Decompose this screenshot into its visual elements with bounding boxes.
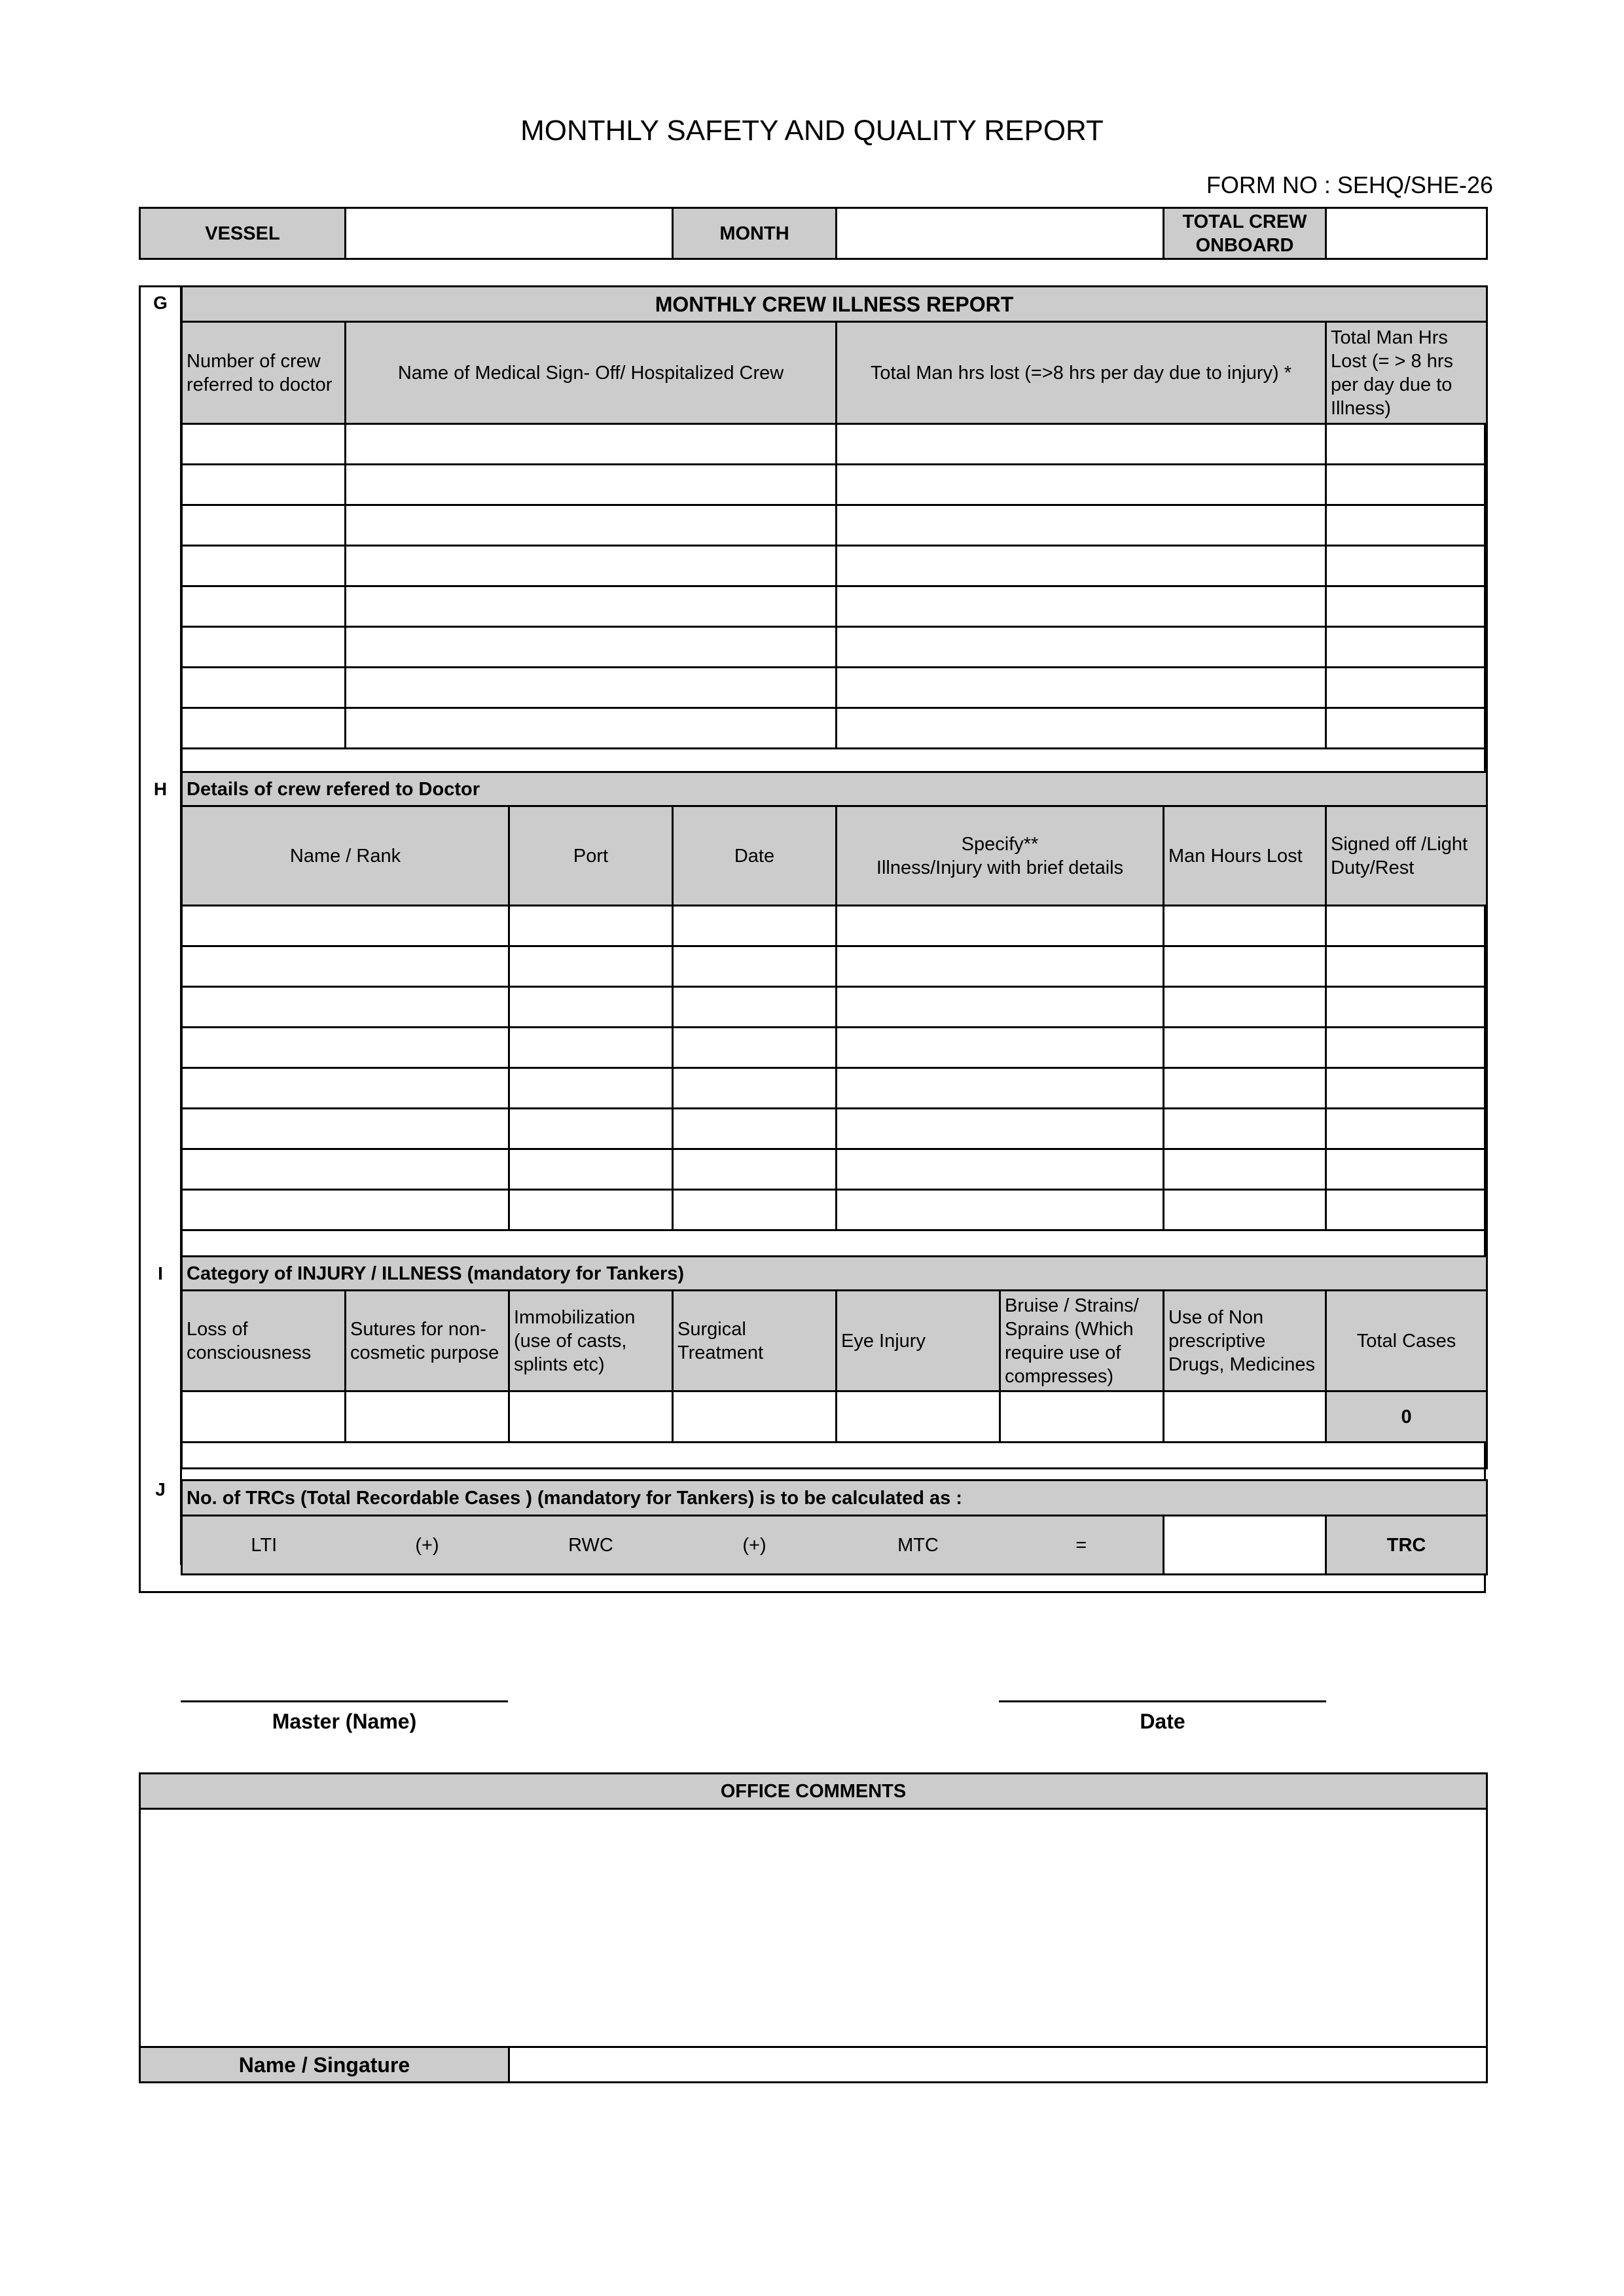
form-number: FORM NO : SEHQ/SHE-26: [1206, 171, 1493, 198]
h-cell[interactable]: [837, 1068, 1164, 1109]
h-cell[interactable]: [1326, 1028, 1487, 1068]
col-hrs-lost-illness: Total Man Hrs Lost (= > 8 hrs per day due to Illness): [1326, 322, 1487, 424]
formula-lti: LTI: [182, 1516, 346, 1575]
col-non-prescriptive-drugs: Use of Non prescriptive Drugs, Medicines: [1164, 1291, 1326, 1391]
h-cell[interactable]: [509, 906, 673, 946]
vessel-label: VESSEL: [140, 208, 346, 259]
h-cell[interactable]: [1164, 1149, 1326, 1190]
date-label: Date: [1140, 1710, 1185, 1733]
h-cell[interactable]: [1326, 1190, 1487, 1230]
g-cell[interactable]: [182, 708, 346, 749]
h-cell[interactable]: [673, 1068, 837, 1109]
g-cell[interactable]: [182, 465, 346, 505]
h-cell[interactable]: [1326, 1068, 1487, 1109]
h-cell[interactable]: [509, 1068, 673, 1109]
total-crew-label: TOTAL CREW ONBOARD: [1164, 208, 1326, 259]
vessel-field[interactable]: [346, 208, 673, 259]
total-crew-field[interactable]: [1326, 208, 1487, 259]
i-cell[interactable]: [509, 1391, 673, 1443]
i-cell[interactable]: [673, 1391, 837, 1443]
h-cell[interactable]: [182, 987, 509, 1028]
col-signed-off: Signed off /Light Duty/Rest: [1326, 806, 1487, 906]
h-cell[interactable]: [673, 1190, 837, 1230]
h-cell[interactable]: [1164, 1068, 1326, 1109]
h-cell[interactable]: [1164, 1109, 1326, 1149]
h-cell[interactable]: [182, 1149, 509, 1190]
section-g-title: MONTHLY CREW ILLNESS REPORT: [182, 287, 1487, 322]
g-cell[interactable]: [1326, 505, 1487, 546]
col-surgical-treatment: Surgical Treatment: [673, 1291, 837, 1391]
g-cell[interactable]: [346, 546, 837, 586]
section-i-table: [181, 1255, 1488, 1469]
month-label: MONTH: [673, 208, 837, 259]
g-cell[interactable]: [346, 708, 837, 749]
h-cell[interactable]: [837, 906, 1164, 946]
col-bruise-strains: Bruise / Strains/ Sprains (Which require use of compresses): [1000, 1291, 1164, 1391]
h-cell[interactable]: [673, 1149, 837, 1190]
col-hrs-lost-injury: Total Man hrs lost (=>8 hrs per day due to injury) *: [837, 322, 1326, 424]
g-cell[interactable]: [1326, 708, 1487, 749]
trc-value-field[interactable]: [1164, 1516, 1326, 1575]
h-cell[interactable]: [837, 987, 1164, 1028]
h-cell[interactable]: [509, 1028, 673, 1068]
col-specify-line1: Specify**: [961, 833, 1039, 855]
h-cell[interactable]: [673, 906, 837, 946]
h-cell[interactable]: [1326, 1149, 1487, 1190]
col-name-rank: Name / Rank: [182, 806, 509, 906]
h-cell[interactable]: [509, 1190, 673, 1230]
h-cell[interactable]: [182, 946, 509, 987]
section-h-letter: H: [153, 779, 168, 799]
g-cell[interactable]: [837, 505, 1326, 546]
col-date: Date: [673, 806, 837, 906]
g-cell[interactable]: [1326, 546, 1487, 586]
h-cell[interactable]: [673, 1109, 837, 1149]
g-cell[interactable]: [837, 546, 1326, 586]
h-cell[interactable]: [182, 1109, 509, 1149]
col-medical-signoff: Name of Medical Sign- Off/ Hospitalized Crew: [346, 322, 837, 424]
trc-label: TRC: [1326, 1516, 1487, 1575]
h-cell[interactable]: [1326, 1109, 1487, 1149]
h-cell[interactable]: [1164, 987, 1326, 1028]
h-cell[interactable]: [182, 1028, 509, 1068]
header-table: [139, 207, 1488, 260]
office-comments-field[interactable]: [140, 1809, 1487, 2047]
h-cell[interactable]: [182, 1190, 509, 1230]
h-cell[interactable]: [1164, 946, 1326, 987]
h-cell[interactable]: [673, 987, 837, 1028]
g-cell[interactable]: [346, 505, 837, 546]
office-comments-table: [139, 1772, 1488, 2083]
i-cell[interactable]: [182, 1391, 346, 1443]
h-cell[interactable]: [182, 906, 509, 946]
h-cell[interactable]: [509, 946, 673, 987]
formula-rwc: RWC: [509, 1516, 673, 1575]
g-cell[interactable]: [1326, 668, 1487, 708]
section-g-table: [181, 285, 1488, 776]
section-h-table: [181, 771, 1488, 1257]
master-signature-line: [181, 1700, 508, 1702]
col-eye-injury: Eye Injury: [837, 1291, 1000, 1391]
name-signature-field[interactable]: [509, 2047, 1487, 2083]
i-spacer: [182, 1443, 1487, 1469]
h-cell[interactable]: [1164, 1190, 1326, 1230]
i-cell[interactable]: [1000, 1391, 1164, 1443]
h-cell[interactable]: [1164, 906, 1326, 946]
g-cell[interactable]: [182, 505, 346, 546]
h-cell[interactable]: [509, 1109, 673, 1149]
h-cell[interactable]: [1326, 906, 1487, 946]
h-cell[interactable]: [837, 1190, 1164, 1230]
g-cell[interactable]: [1326, 424, 1487, 465]
col-port: Port: [509, 806, 673, 906]
formula-equals: =: [1000, 1516, 1164, 1575]
col-crew-referred: Number of crew referred to doctor: [182, 322, 346, 424]
master-name-label: Master (Name): [272, 1710, 417, 1733]
col-loss-consciousness: Loss of consciousness: [182, 1291, 346, 1391]
g-cell[interactable]: [346, 424, 837, 465]
formula-mtc: MTC: [837, 1516, 1000, 1575]
section-i-title: Category of INJURY / ILLNESS (mandatory for Tankers): [182, 1257, 1487, 1291]
h-cell[interactable]: [182, 1068, 509, 1109]
h-cell[interactable]: [837, 1109, 1164, 1149]
g-cell[interactable]: [346, 465, 837, 505]
date-signature-line: [999, 1700, 1326, 1702]
g-cell[interactable]: [182, 586, 346, 627]
col-immobilization: Immobilization (use of casts, splints etc): [509, 1291, 673, 1391]
g-cell[interactable]: [1326, 586, 1487, 627]
i-cell[interactable]: [1164, 1391, 1326, 1443]
section-i-letter: I: [158, 1263, 163, 1283]
g-cell[interactable]: [182, 627, 346, 668]
col-man-hours-lost: Man Hours Lost: [1164, 806, 1326, 906]
col-specify: [837, 806, 1164, 906]
h-cell[interactable]: [509, 987, 673, 1028]
h-spacer: [182, 1230, 1487, 1257]
g-cell[interactable]: [837, 627, 1326, 668]
office-comments-title: OFFICE COMMENTS: [140, 1774, 1487, 1809]
i-cell[interactable]: [837, 1391, 1000, 1443]
h-cell[interactable]: [837, 1028, 1164, 1068]
g-cell[interactable]: [346, 586, 837, 627]
col-specify-line2: Illness/Injury with brief details: [876, 857, 1124, 878]
page-title: MONTHLY SAFETY AND QUALITY REPORT: [520, 115, 1104, 147]
col-total-cases: Total Cases: [1326, 1291, 1487, 1391]
h-cell[interactable]: [837, 1149, 1164, 1190]
h-cell[interactable]: [1326, 987, 1487, 1028]
name-signature-label: Name / Singature: [140, 2047, 509, 2083]
g-cell[interactable]: [182, 546, 346, 586]
section-j-letter: J: [155, 1479, 166, 1499]
h-cell[interactable]: [509, 1149, 673, 1190]
g-cell[interactable]: [837, 465, 1326, 505]
g-cell[interactable]: [837, 708, 1326, 749]
section-h-title: Details of crew refered to Doctor: [182, 772, 1487, 806]
h-cell[interactable]: [673, 946, 837, 987]
g-cell[interactable]: [182, 668, 346, 708]
total-cases-value: 0: [1326, 1391, 1487, 1443]
g-cell[interactable]: [346, 627, 837, 668]
formula-plus-1: (+): [346, 1516, 509, 1575]
col-sutures: Sutures for non-cosmetic purpose: [346, 1291, 509, 1391]
month-field[interactable]: [837, 208, 1164, 259]
formula-plus-2: (+): [673, 1516, 837, 1575]
section-j-title: No. of TRCs (Total Recordable Cases ) (mandatory for Tankers) is to be calculated as :: [182, 1480, 1487, 1516]
h-cell[interactable]: [1164, 1028, 1326, 1068]
section-g-letter: G: [153, 293, 168, 313]
g-cell[interactable]: [1326, 465, 1487, 505]
h-cell[interactable]: [837, 946, 1164, 987]
i-cell[interactable]: [346, 1391, 509, 1443]
g-cell[interactable]: [182, 424, 346, 465]
section-j-table: [181, 1479, 1488, 1575]
g-cell[interactable]: [346, 668, 837, 708]
g-cell[interactable]: [837, 668, 1326, 708]
g-cell[interactable]: [1326, 627, 1487, 668]
g-cell[interactable]: [837, 424, 1326, 465]
g-cell[interactable]: [837, 586, 1326, 627]
h-cell[interactable]: [673, 1028, 837, 1068]
h-cell[interactable]: [1326, 946, 1487, 987]
